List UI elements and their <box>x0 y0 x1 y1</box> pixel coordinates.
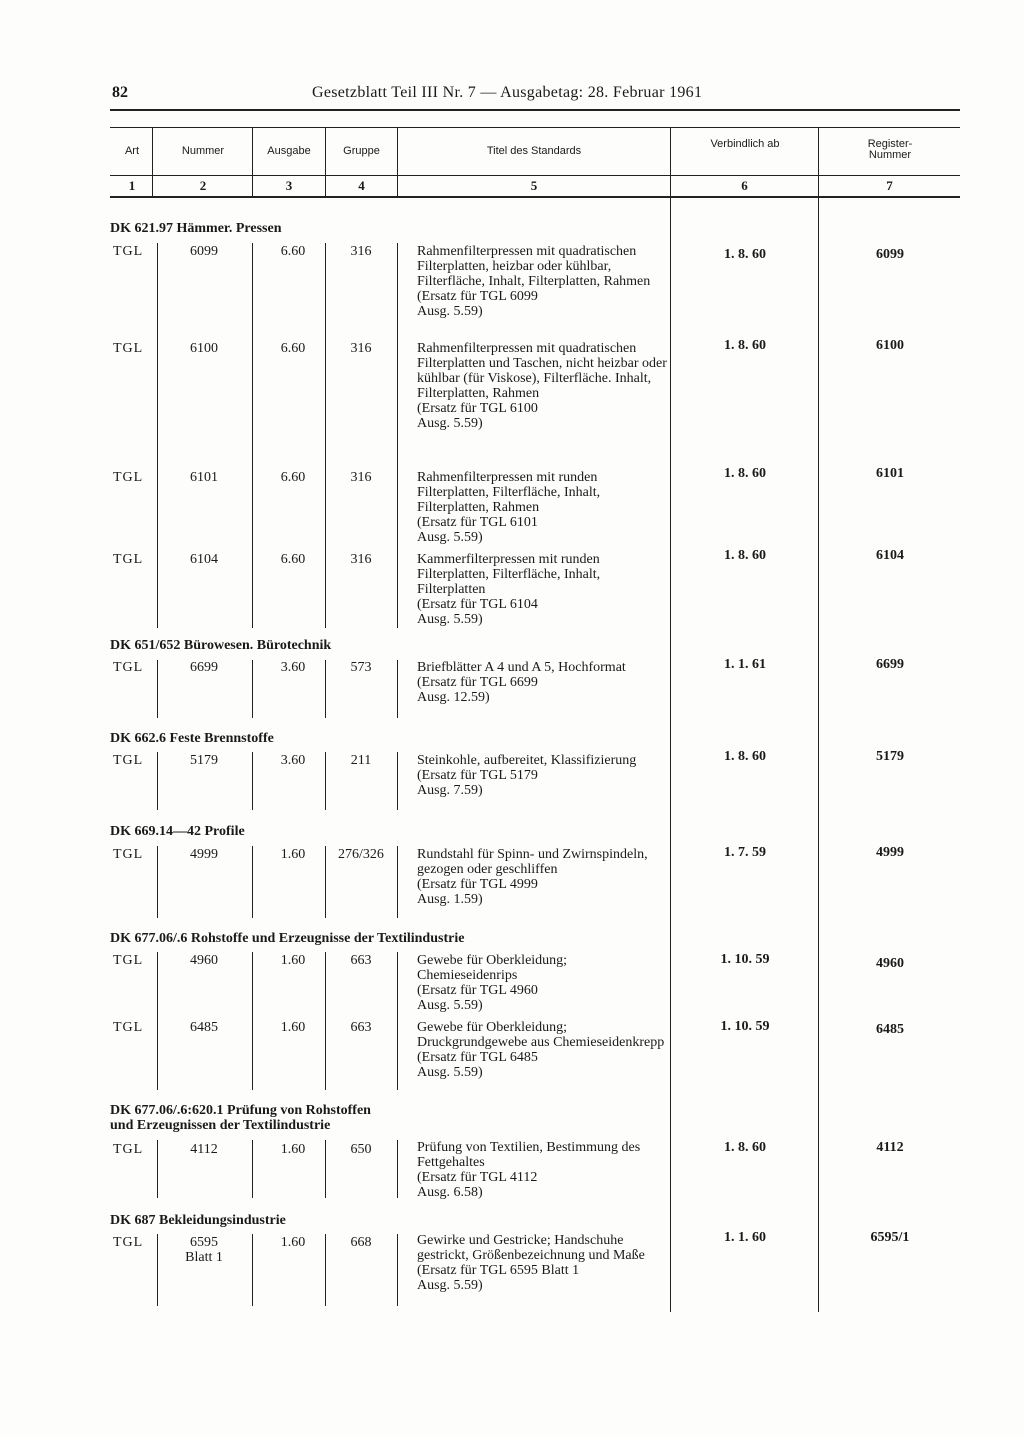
group-divider <box>252 1140 253 1198</box>
row-art: TGL <box>113 660 144 675</box>
row-ausgabe: 3.60 <box>280 660 306 675</box>
row-ausgabe: 1.60 <box>280 1020 306 1035</box>
row-gruppe: 316 <box>350 341 372 356</box>
row-register: 5179 <box>876 749 904 764</box>
column-number-rule <box>110 175 960 176</box>
row-gruppe: 276/326 <box>338 847 384 862</box>
column-header-register: Register-Nummer <box>867 138 913 161</box>
column-number: 1 <box>128 178 136 193</box>
group-divider <box>157 846 158 918</box>
row-titel: Steinkohle, aufbereitet, Klassifizierung (Ersatz für TGL 5179 Ausg. 7.59) <box>417 753 637 798</box>
row-gruppe: 650 <box>350 1142 372 1157</box>
row-register: 6104 <box>876 548 904 563</box>
column-header-nummer: Nummer <box>181 145 225 157</box>
column-number: 7 <box>886 178 893 193</box>
row-gruppe: 573 <box>350 660 372 675</box>
row-ausgabe: 1.60 <box>280 1235 306 1250</box>
section-heading: DK 677.06/.6:620.1 Prüfung von Rohstoffen und Erzeugnissen der Textilindustrie <box>110 1103 371 1133</box>
group-divider <box>157 243 158 628</box>
row-verbindlich: 1. 10. 59 <box>720 952 770 967</box>
group-divider <box>157 1234 158 1306</box>
row-ausgabe: 6.60 <box>280 341 306 356</box>
row-art: TGL <box>113 1235 144 1250</box>
row-titel: Kammerfilterpressen mit runden Filterplatten, Filterfläche, Inhalt, Filterplatten (Ersatz für TGL 6104 Ausg. 5.59) <box>417 552 601 627</box>
column-header-ausgabe: Ausgabe <box>267 145 311 157</box>
row-nummer: 6101 <box>190 470 218 485</box>
section-heading: DK 651/652 Bürowesen. Bürotechnik <box>110 638 332 653</box>
row-titel: Rahmenfilterpressen mit quadratischen Filterplatten und Taschen, nicht heizbar oder kühlbar (für Viskose), Filterfläche. Inhalt, Filterplatten, Rahmen (Ersatz für TGL 6100 Ausg. 5.59) <box>417 341 667 431</box>
row-gruppe: 663 <box>350 1020 372 1035</box>
row-nummer: 6100 <box>190 341 218 356</box>
group-divider <box>157 752 158 810</box>
group-divider <box>325 243 326 628</box>
row-register: 6100 <box>876 338 904 353</box>
row-ausgabe: 1.60 <box>280 847 306 862</box>
row-verbindlich: 1. 8. 60 <box>724 749 766 764</box>
row-art: TGL <box>113 1020 144 1035</box>
row-verbindlich: 1. 1. 61 <box>724 657 766 672</box>
row-verbindlich: 1. 8. 60 <box>724 466 766 481</box>
row-verbindlich: 1. 1. 60 <box>724 1230 766 1245</box>
row-ausgabe: 1.60 <box>280 1142 306 1157</box>
row-verbindlich: 1. 8. 60 <box>724 548 766 563</box>
group-divider <box>252 243 253 628</box>
row-nummer: 6485 <box>190 1020 218 1035</box>
row-ausgabe: 6.60 <box>280 552 306 567</box>
column-header-titel: Titel des Standards <box>486 145 582 157</box>
row-titel: Rahmenfilterpressen mit runden Filterplatten, Filterfläche, Inhalt, Filterplatten, Rahmen (Ersatz für TGL 6101 Ausg. 5.59) <box>417 470 601 545</box>
column-number: 5 <box>530 178 538 193</box>
row-verbindlich: 1. 8. 60 <box>724 247 766 262</box>
group-divider <box>397 846 398 918</box>
section-heading: DK 662.6 Feste Brennstoffe <box>110 731 274 746</box>
row-register: 6485 <box>876 1022 904 1037</box>
row-art: TGL <box>113 847 144 862</box>
row-titel: Gewebe für Oberkleidung; Chemieseidenrips (Ersatz für TGL 4960 Ausg. 5.59) <box>417 953 568 1013</box>
row-art: TGL <box>113 1142 144 1157</box>
group-divider <box>252 952 253 1090</box>
column-header-verbindlich: Verbindlich ab <box>710 138 780 150</box>
row-register: 6699 <box>876 657 904 672</box>
section-heading: DK 677.06/.6 Rohstoffe und Erzeugnisse der Textilindustrie <box>110 931 465 946</box>
header-rule <box>110 109 960 111</box>
row-titel: Gewirke und Gestricke; Handschuhe gestrickt, Größenbezeichnung und Maße (Ersatz für TGL 6595 Blatt 1 Ausg. 5.59) <box>417 1233 645 1293</box>
page-number: 82 <box>112 84 128 101</box>
row-verbindlich: 1. 7. 59 <box>724 845 766 860</box>
column-number: 2 <box>199 178 207 193</box>
row-register: 6099 <box>876 247 904 262</box>
row-nummer: 4999 <box>190 847 218 862</box>
row-titel: Briefblätter A 4 und A 5, Hochformat (Ersatz für TGL 6699 Ausg. 12.59) <box>417 660 626 705</box>
row-art: TGL <box>113 470 144 485</box>
row-gruppe: 316 <box>350 470 372 485</box>
row-nummer: 6099 <box>190 244 218 259</box>
row-verbindlich: 1. 10. 59 <box>720 1019 770 1034</box>
row-art: TGL <box>113 341 144 356</box>
row-nummer: 6699 <box>190 660 218 675</box>
row-verbindlich: 1. 8. 60 <box>724 1140 766 1155</box>
row-titel: Rahmenfilterpressen mit quadratischen Filterplatten, heizbar oder kühlbar, Filterfläche, Inhalt, Filterplatten, Rahmen (Ersatz für TGL 6099 Ausg. 5.59) <box>417 244 651 319</box>
row-gruppe: 663 <box>350 953 372 968</box>
row-titel: Gewebe für Oberkleidung; Druckgrundgewebe aus Chemieseidenkrepp (Ersatz für TGL 6485 Ausg. 5.59) <box>417 1020 665 1080</box>
group-divider <box>252 846 253 918</box>
row-gruppe: 316 <box>350 244 372 259</box>
row-art: TGL <box>113 953 144 968</box>
row-register: 6101 <box>876 466 904 481</box>
row-ausgabe: 1.60 <box>280 953 306 968</box>
row-register: 4960 <box>876 956 904 971</box>
column-number: 3 <box>285 178 293 193</box>
row-titel: Rundstahl für Spinn- und Zwirnspindeln, gezogen oder geschliffen (Ersatz für TGL 4999 Ausg. 1.59) <box>417 847 648 907</box>
group-divider <box>252 1234 253 1306</box>
row-ausgabe: 6.60 <box>280 244 306 259</box>
group-divider <box>157 1140 158 1198</box>
column-header-gruppe: Gruppe <box>343 145 380 157</box>
row-art: TGL <box>113 552 144 567</box>
column-header-art: Art <box>124 145 140 157</box>
running-title: Gesetzblatt Teil III Nr. 7 — Ausgabetag: 28. Februar 1961 <box>312 84 703 101</box>
body-divider-col6 <box>670 127 671 1312</box>
row-gruppe: 316 <box>350 552 372 567</box>
group-divider <box>397 752 398 810</box>
group-divider <box>252 660 253 718</box>
row-titel: Prüfung von Textilien, Bestimmung des Fettgehaltes (Ersatz für TGL 4112 Ausg. 6.58) <box>417 1140 641 1200</box>
table-head-bottom-rule <box>110 196 960 198</box>
group-divider <box>397 1234 398 1306</box>
row-nummer: 4112 <box>190 1142 218 1157</box>
row-art: TGL <box>113 244 144 259</box>
group-divider <box>397 952 398 1090</box>
section-heading: DK 621.97 Hämmer. Pressen <box>110 221 282 236</box>
row-ausgabe: 3.60 <box>280 753 306 768</box>
row-register: 6595/1 <box>870 1230 910 1245</box>
group-divider <box>397 243 398 628</box>
group-divider <box>252 752 253 810</box>
row-gruppe: 668 <box>350 1235 372 1250</box>
row-register: 4999 <box>876 845 904 860</box>
body-divider-col7 <box>818 127 819 1312</box>
row-art: TGL <box>113 753 144 768</box>
column-number: 6 <box>741 178 748 193</box>
table-top-rule <box>110 127 960 128</box>
group-divider <box>157 952 158 1090</box>
row-nummer: 4960 <box>190 953 218 968</box>
row-gruppe: 211 <box>350 753 372 768</box>
row-ausgabe: 6.60 <box>280 470 306 485</box>
row-nummer: 6595 Blatt 1 <box>185 1235 223 1265</box>
row-register: 4112 <box>876 1140 904 1155</box>
group-divider <box>157 660 158 718</box>
section-heading: DK 669.14—42 Profile <box>110 824 245 839</box>
section-heading: DK 687 Bekleidungsindustrie <box>110 1213 286 1228</box>
row-nummer: 5179 <box>190 753 218 768</box>
group-divider <box>397 660 398 718</box>
row-nummer: 6104 <box>190 552 218 567</box>
head-divider <box>152 127 153 196</box>
column-number: 4 <box>358 178 365 193</box>
row-verbindlich: 1. 8. 60 <box>724 338 766 353</box>
group-divider <box>397 1140 398 1198</box>
